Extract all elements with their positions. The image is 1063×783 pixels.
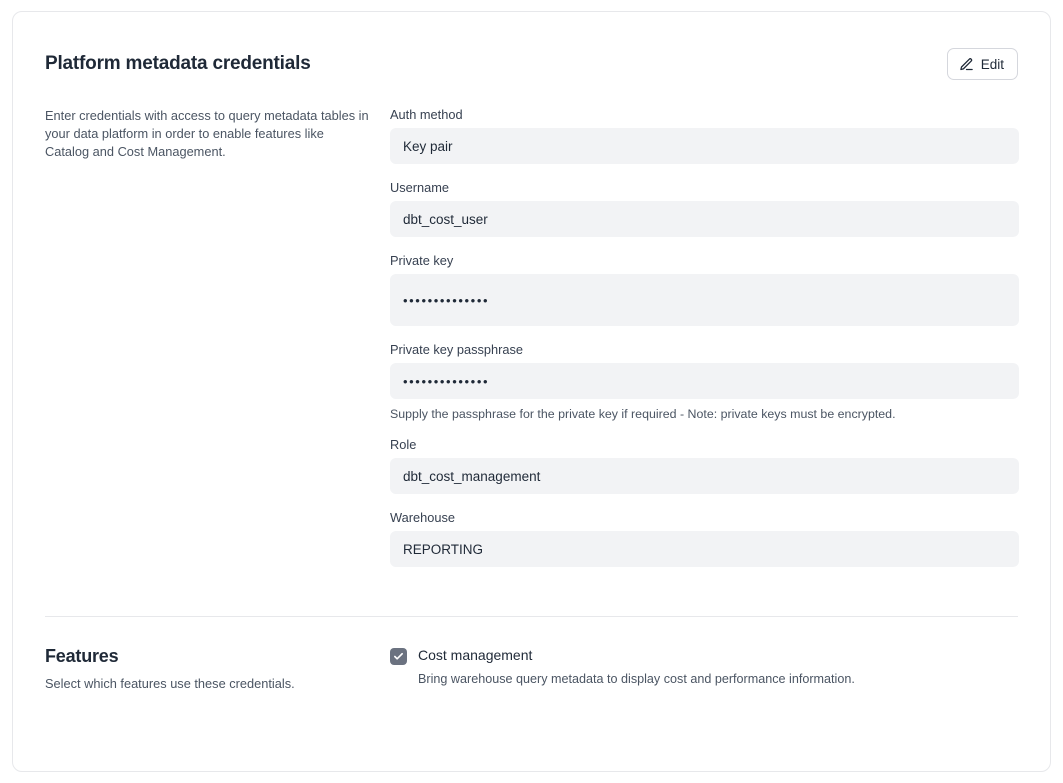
card-header — [13, 12, 1050, 80]
pencil-icon — [959, 57, 974, 72]
field-private-key-passphrase — [390, 342, 1019, 421]
private-key-passphrase-value[interactable] — [390, 363, 1019, 399]
credentials-description: Enter credentials with access to query metadata tables in your data platform in order to enable features like Catalog and Cost Management. — [45, 108, 369, 159]
feature-label: Cost management — [418, 647, 533, 663]
field-label-role: Role — [390, 437, 417, 452]
field-label-auth-method: Auth method — [390, 107, 463, 122]
edit-button-label: Edit — [980, 56, 1004, 72]
edit-button[interactable] — [947, 48, 1018, 80]
feature-description: Bring warehouse query metadata to display cost and performance information. — [418, 672, 855, 686]
page-title: Platform metadata credentials — [45, 53, 311, 74]
warehouse-value[interactable]: REPORTING — [390, 531, 1019, 567]
features-description-column — [45, 646, 390, 693]
field-private-key — [390, 253, 1019, 326]
credentials-section — [13, 80, 1050, 583]
role-value[interactable]: dbt_cost_management — [390, 458, 1019, 494]
cost-management-checkbox[interactable] — [390, 648, 407, 665]
username-value[interactable]: dbt_cost_user — [390, 201, 1019, 237]
credentials-card — [12, 11, 1051, 772]
feature-text-block — [418, 646, 855, 688]
feature-item-cost-management — [390, 646, 1018, 688]
features-section — [13, 617, 1050, 693]
field-role — [390, 437, 1019, 494]
field-username — [390, 180, 1019, 237]
features-subtitle: Select which features use these credentials. — [45, 676, 295, 691]
field-label-username: Username — [390, 180, 450, 195]
features-title: Features — [45, 646, 119, 666]
field-warehouse — [390, 510, 1019, 567]
credentials-description-column — [45, 107, 390, 583]
credentials-fields-column — [390, 107, 1019, 583]
auth-method-value[interactable]: Key pair — [390, 128, 1019, 164]
private-key-value[interactable] — [390, 274, 1019, 326]
field-label-private-key: Private key — [390, 253, 454, 268]
field-label-private-key-passphrase: Private key passphrase — [390, 342, 524, 357]
private-key-masked-text: •••••••••••••• — [403, 292, 490, 308]
features-list-column — [390, 646, 1018, 693]
field-label-warehouse: Warehouse — [390, 510, 455, 525]
passphrase-masked-text: •••••••••••••• — [403, 373, 490, 389]
private-key-passphrase-help: Supply the passphrase for the private key if required - Note: private keys must be encrypted. — [390, 407, 896, 421]
field-auth-method — [390, 107, 1019, 164]
check-icon — [393, 651, 404, 662]
